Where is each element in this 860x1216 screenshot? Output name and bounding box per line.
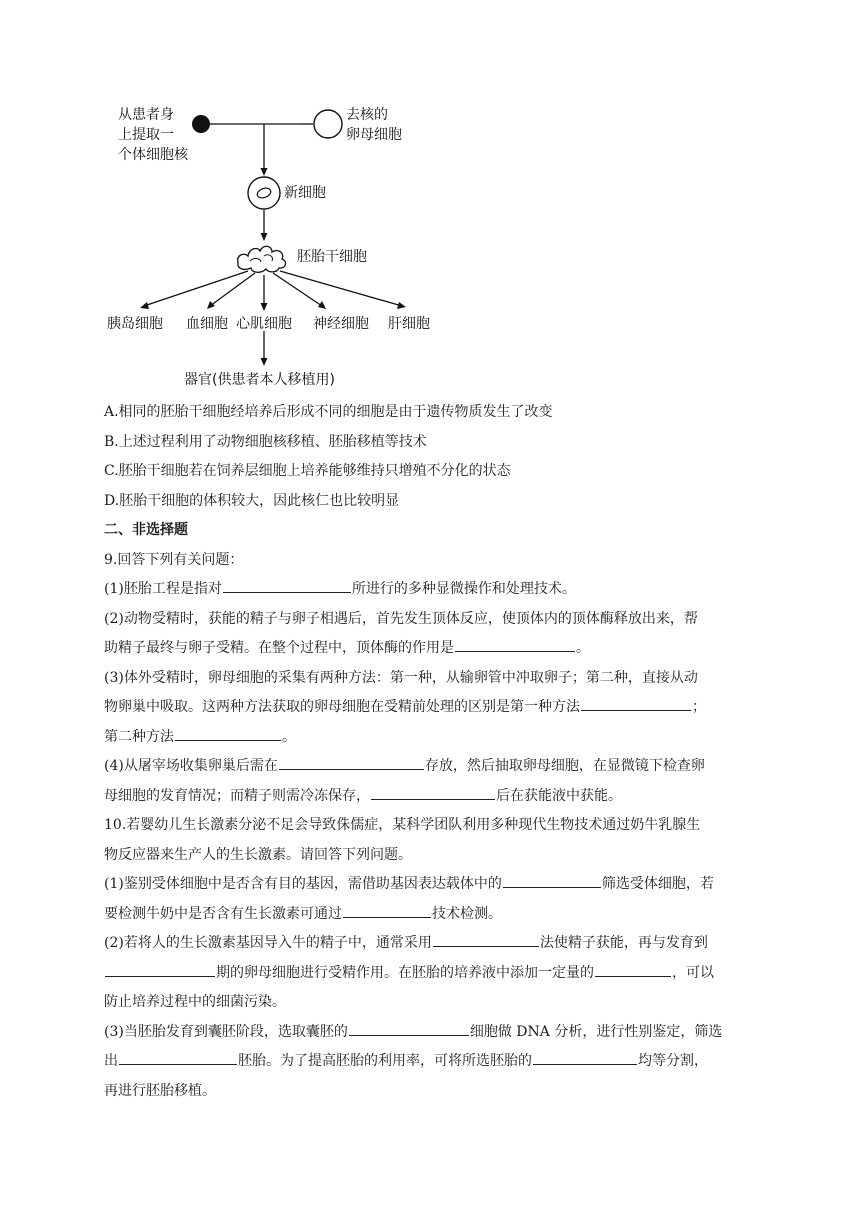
nerve-cell-label: 神经细胞: [313, 316, 369, 332]
new-cell-label: 新细胞: [284, 185, 326, 201]
answer-blank[interactable]: [455, 635, 575, 652]
text: 细胞做 DNA 分析，进行性别鉴定，筛选: [469, 1023, 723, 1040]
liver-cell-label: 肝细胞: [388, 316, 430, 332]
answer-blank[interactable]: [533, 1048, 637, 1065]
answer-blank[interactable]: [581, 694, 691, 711]
answer-blank[interactable]: [119, 1048, 237, 1065]
stem-cell-cluster: [238, 246, 286, 272]
q10-part2-line2: [104, 959, 754, 989]
q9-part4-line2: [104, 782, 754, 812]
text: 。: [576, 640, 590, 656]
option-b: B.上述过程利用了动物细胞核移植、胚胎移植等技术: [104, 433, 427, 450]
text: 助精子最终与卵子受精。在整个过程中，顶体酶的作用是: [104, 640, 454, 656]
blood-cell-label: 血细胞: [186, 316, 228, 332]
cloning-flow-diagram: [100, 95, 460, 395]
q9-part3-line3: [104, 723, 754, 753]
text: 筛选受体细胞，若: [601, 876, 714, 892]
q10-part2-line1: [104, 929, 754, 959]
q9-part2-line2: [104, 634, 754, 664]
label-line: 去核的: [346, 107, 388, 123]
question-content: [104, 398, 754, 1106]
enucleated-egg-circle: [314, 110, 342, 138]
organ-label: 器官(供患者本人移植用): [184, 372, 335, 388]
text: 出: [104, 1053, 118, 1069]
answer-blank[interactable]: [343, 901, 431, 918]
q10-part3-line1: [104, 1018, 754, 1048]
q10-intro-line2: 物反应器来生产人的生长激素。请回答下列问题。: [104, 846, 412, 863]
new-cell-circle: [248, 177, 280, 209]
answer-blank[interactable]: [223, 576, 351, 593]
cardiac-cell-label: 心肌细胞: [236, 316, 292, 332]
q9-title: 9.回答下列有关问题：: [104, 551, 244, 568]
text: ；: [692, 699, 706, 715]
option-a: A.相同的胚胎干细胞经培养后形成不同的细胞是由于遗传物质发生了改变: [104, 404, 553, 420]
q10-part2-line3: 防止培养过程中的细菌污染。: [104, 994, 286, 1010]
answer-blank[interactable]: [433, 930, 539, 947]
answer-blank[interactable]: [371, 783, 495, 800]
q9-part3-line1: (3)体外受精时，卵母细胞的采集有两种方法：第一种，从输卵管中冲取卵子；第二种，直接从动: [104, 669, 698, 686]
answer-blank[interactable]: [279, 753, 424, 770]
q10-intro-line1: 10.若婴幼儿生长激素分泌不足会导致侏儒症，某科学团队利用多种现代生物技术通过奶牛乳腺生: [104, 817, 701, 833]
somatic-nucleus-label: [118, 105, 198, 165]
q10-part1-line2: [104, 900, 754, 930]
answer-blank[interactable]: [105, 960, 215, 977]
q10-part1-line1: [104, 870, 754, 900]
q9-part3-line2: [104, 693, 754, 723]
text: 要检测牛奶中是否含有生长激素可通过: [104, 905, 342, 922]
text: (1)鉴别受体细胞中是否含有目的基因，需借助基因表达载体中的: [104, 876, 502, 892]
answer-blank[interactable]: [503, 871, 601, 888]
label-line: 从患者身: [118, 107, 174, 123]
text: 。: [282, 728, 296, 745]
label-line: 卵母细胞: [346, 127, 402, 143]
q9-part4-line1: [104, 752, 754, 782]
text: (3)当胚胎发育到囊胚阶段，选取囊胚的: [104, 1023, 348, 1040]
text: 期的卵母细胞进行受精作用。在胚胎的培养液中添加一定量的: [216, 964, 594, 981]
q10-part3-line2: [104, 1047, 754, 1077]
answer-blank[interactable]: [175, 724, 281, 741]
q9-part2-line1: (2)动物受精时，获能的精子与卵子相遇后，首先发生顶体反应，使顶体内的顶体酶释放出来，帮: [104, 610, 698, 627]
answer-blank[interactable]: [595, 960, 671, 977]
text: 第二种方法: [104, 728, 174, 745]
text: (4)从屠宰场收集卵巢后需在: [104, 758, 278, 774]
islet-cell-label: 胰岛细胞: [107, 316, 163, 332]
label-line: 个体细胞核: [118, 147, 188, 163]
text: 均等分割，: [638, 1053, 708, 1069]
text: ，可以: [672, 964, 714, 981]
section-title: 二、非选择题: [104, 522, 188, 538]
text: 母细胞的发育情况；而精子则需冷冻保存，: [104, 787, 370, 804]
text: 胚胎。为了提高胚胎的利用率，可将所选胚胎的: [238, 1053, 532, 1069]
q10-part3-line3: 再进行胚胎移植。: [104, 1082, 216, 1099]
stem-cell-label: 胚胎干细胞: [297, 249, 367, 265]
option-d: D.胚胎干细胞的体积较大，因此核仁也比较明显: [104, 492, 400, 509]
text: (2)若将人的生长激素基因导入牛的精子中，通常采用: [104, 935, 432, 951]
text: 所进行的多种显微操作和处理技术。: [351, 581, 576, 597]
text: 存放，然后抽取卵母细胞，在显微镜下检查卵: [424, 758, 705, 774]
text: 法使精子获能，再与发育到: [539, 935, 708, 951]
label-line: 上提取一: [118, 127, 174, 143]
text: 物卵巢中吸取。这两种方法获取的卵母细胞在受精前处理的区别是第一种方法: [104, 699, 580, 715]
text: 后在获能液中获能。: [496, 787, 622, 804]
text: (1)胚胎工程是指对: [104, 581, 222, 597]
text: 技术检测。: [432, 905, 502, 922]
option-c: C.胚胎干细胞若在饲养层细胞上培养能够维持只增殖不分化的状态: [104, 463, 511, 479]
q9-part1: [104, 575, 754, 605]
answer-blank[interactable]: [349, 1019, 469, 1036]
enucleated-egg-label: [346, 105, 426, 145]
